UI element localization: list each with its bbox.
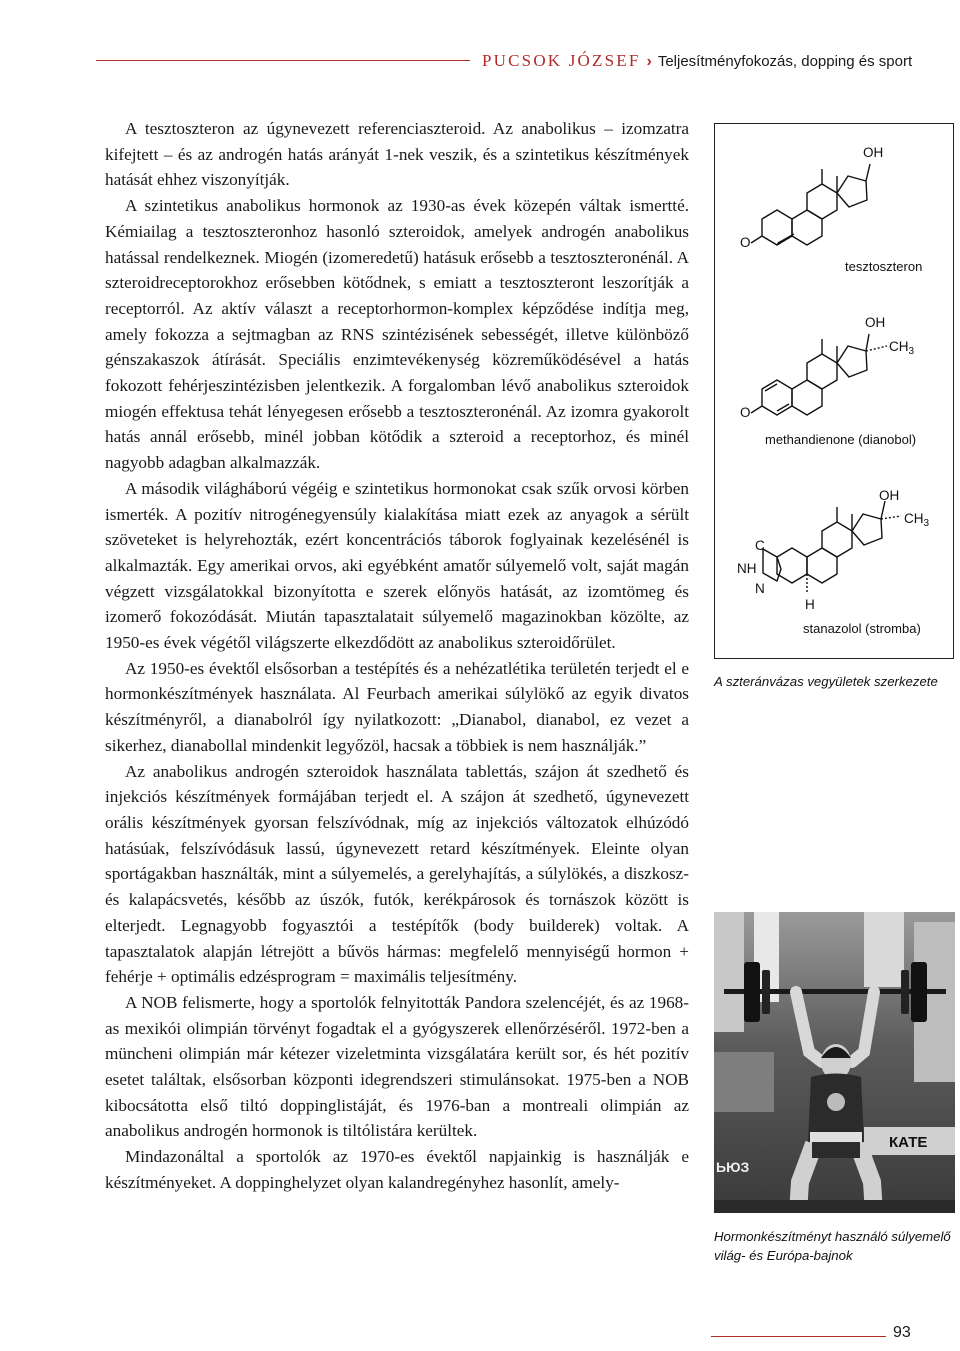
paragraph: Mindazonáltal a sportolók az 1970-es évektől napjainkig is használják e készítményeket. A doppinghelyzet olyan kalandregényhez hasonlít, amely- — [105, 1147, 689, 1192]
steroid-structures-figure — [714, 123, 954, 659]
atom-c: C — [755, 538, 765, 553]
atom-nh: NH — [737, 561, 757, 576]
paragraph: A NOB felismerte, hogy a sportolók felnyitották Pandora szelencéjét, és az 1968-as mexikói olimpián törvényt fogadtak el a gyógyszerek ellenőrzéséről. 1972-ben a müncheni olimpián már kétezer vizeletminta vizsgálatára került sor, és hét pozitív esetet találtak, elsősorban központi idegrendszeri stimulánsokat. 1975-ben a NOB kibocsátotta első tiltó doppinglistáját, és 1976-ban a montreali olimpián az anabolikus androgén hormonok is tiltólistára kerültek. — [105, 992, 689, 1141]
weightlifter-image — [714, 912, 955, 1213]
molecule-label: stanazolol (stromba) — [803, 621, 921, 636]
molecule-label: methandienone (dianobol) — [765, 432, 917, 447]
weightlifter-photo — [714, 912, 955, 1213]
molecule-label: tesztoszteron — [845, 259, 923, 274]
atom-ch3: $CH_3$ — [889, 339, 915, 357]
header-book-title: Teljesítményfokozás, dopping és sport — [657, 53, 913, 70]
corner-text: ЬЮЗ — [716, 1159, 750, 1175]
photo-caption: Hormonkészítményt használó súlyemelő világ- és Európa-bajnok — [714, 1229, 951, 1263]
paragraph: A szintetikus anabolikus hormonok az 1930-as évek közepén váltak ismertté. Kémiailag a tesztoszteronhoz hasonló szteroidok, amelyek androgén anabolikus hatással rendelkeznek. Miogén (izomeredetű) hatásuk erősebb a tesztoszteronénál. A szteroidreceptorokhoz erősebben kötődnek, s emiatt a tesztoszteront leszorítják a receptorról. Az aktív választ a receptorhormon-komplex képződése indítja meg, amely fokozza a sejtmagban az RNS szintézisének sebességét, illetve különböző génszakaszok átírását. Speciális enzimtevékenység közreműködésével a hatás fokozott fehérjeszintézisben jelentkezik. A forgalomban lévő anabolikus szteroidok miogén effektusa tehát lényegesen erősebb a tesztoszteronénál. Az izomra gyakorolt hatás annál erősebb, minél jobban kötődik a szteroid a receptorhoz, és minél nagyobb adagban alkalmazzák. — [105, 196, 689, 473]
chevron-right-icon: › — [646, 53, 652, 70]
paragraph: A második világháború végéig e szintetikus hormonokat csak szűk orvosi körben ismerték. A pozitív nitrogénegyensúly kialakítása miatt ezek az anyagok a sérült szöveteket is helyrehozták, ezért koncentrációs táborok foglyainak kezelésénél is alkalmazták. Egy amerikai orvos, aki egyébként amatőr súlyemelő volt, saját magán végzett vizsgálatokkal bizonyította e szerek előnyös hatását, az izomtömeg és izomerő fokozódását. Miután tapasztalatait súlyemelő magazinokban közölte, az 1950-es évek végétől világszerte elkezdődött az anabolikus szteroidőrület. — [105, 478, 689, 653]
header-author: PUCSOK JÓZSEF — [482, 51, 641, 70]
structures-drawing — [715, 124, 955, 660]
methandienone-structure — [751, 334, 887, 415]
atom-oh: OH — [863, 145, 884, 160]
paragraph: A tesztoszteron az úgynevezett referenciaszteroid. Az anabolikus – izomzatra kifejtett – és az androgén hatás arányát 1-nek veszik, és a szintetikus készítmények hatását ehhez viszonyítják. — [105, 119, 689, 190]
atom-o: O — [740, 235, 751, 250]
atom-h: H — [805, 597, 815, 612]
footer-rule — [711, 1336, 886, 1337]
testosterone-structure — [751, 164, 870, 245]
figure-caption: A szteránvázas vegyületek szerkezete — [714, 674, 938, 689]
stanozolol-structure — [763, 501, 901, 592]
body-text — [105, 116, 689, 1196]
atom-oh: OH — [879, 488, 900, 503]
paragraph: Az anabolikus androgén szteroidok használata tablettás, szájon át szedhető és injekciós készítmények formájában terjedt el. A szájon át szedhető, úgynevezett orális készítmények gyorsan felszívódnak, míg az injekciós változatok elhúzódó hatásúak, felszívódásuk lassú, úgynevezett retard készítmények. Eleinte olyan sportágakban használták, mint a súlyemelés, a gerelyhajítás, a súlylökés, a diszkosz- és kalapácsvetés, később az úszók, futók, kerékpárosok és tornászok között is elterjedt. Legnagyobb fogyasztói a testépítők (body builderek) voltak. A tapasztalatok alapján létrejött a bűvös hármas: megfelelő mennyiségű hormon + fehérje + optimális edzésprogram = maximális teljesítmény. — [105, 761, 689, 987]
header-rule — [96, 60, 470, 61]
scoreboard-text: КАТЕ — [889, 1134, 928, 1151]
page-number: 93 — [893, 1324, 911, 1341]
atom-o: O — [740, 405, 751, 420]
atom-oh: OH — [865, 315, 886, 330]
paragraph: Az 1950-es évektől elsősorban a testépítés és a nehézatlétika területén terjedt el e hormonkészítmények használata. Al Feurbach amerikai súlylökő az egyik divatos készítményről, a dianabolról így nyilatkozott: „Dianabol, dianabol, ez vezet a sikerhez, dianabollal mindenkit legyőzöl, hacsak a többiek is nem használják.” — [105, 658, 689, 755]
atom-n: N — [755, 581, 765, 596]
atom-ch3: $CH_3$ — [904, 511, 930, 529]
running-header — [482, 50, 912, 73]
